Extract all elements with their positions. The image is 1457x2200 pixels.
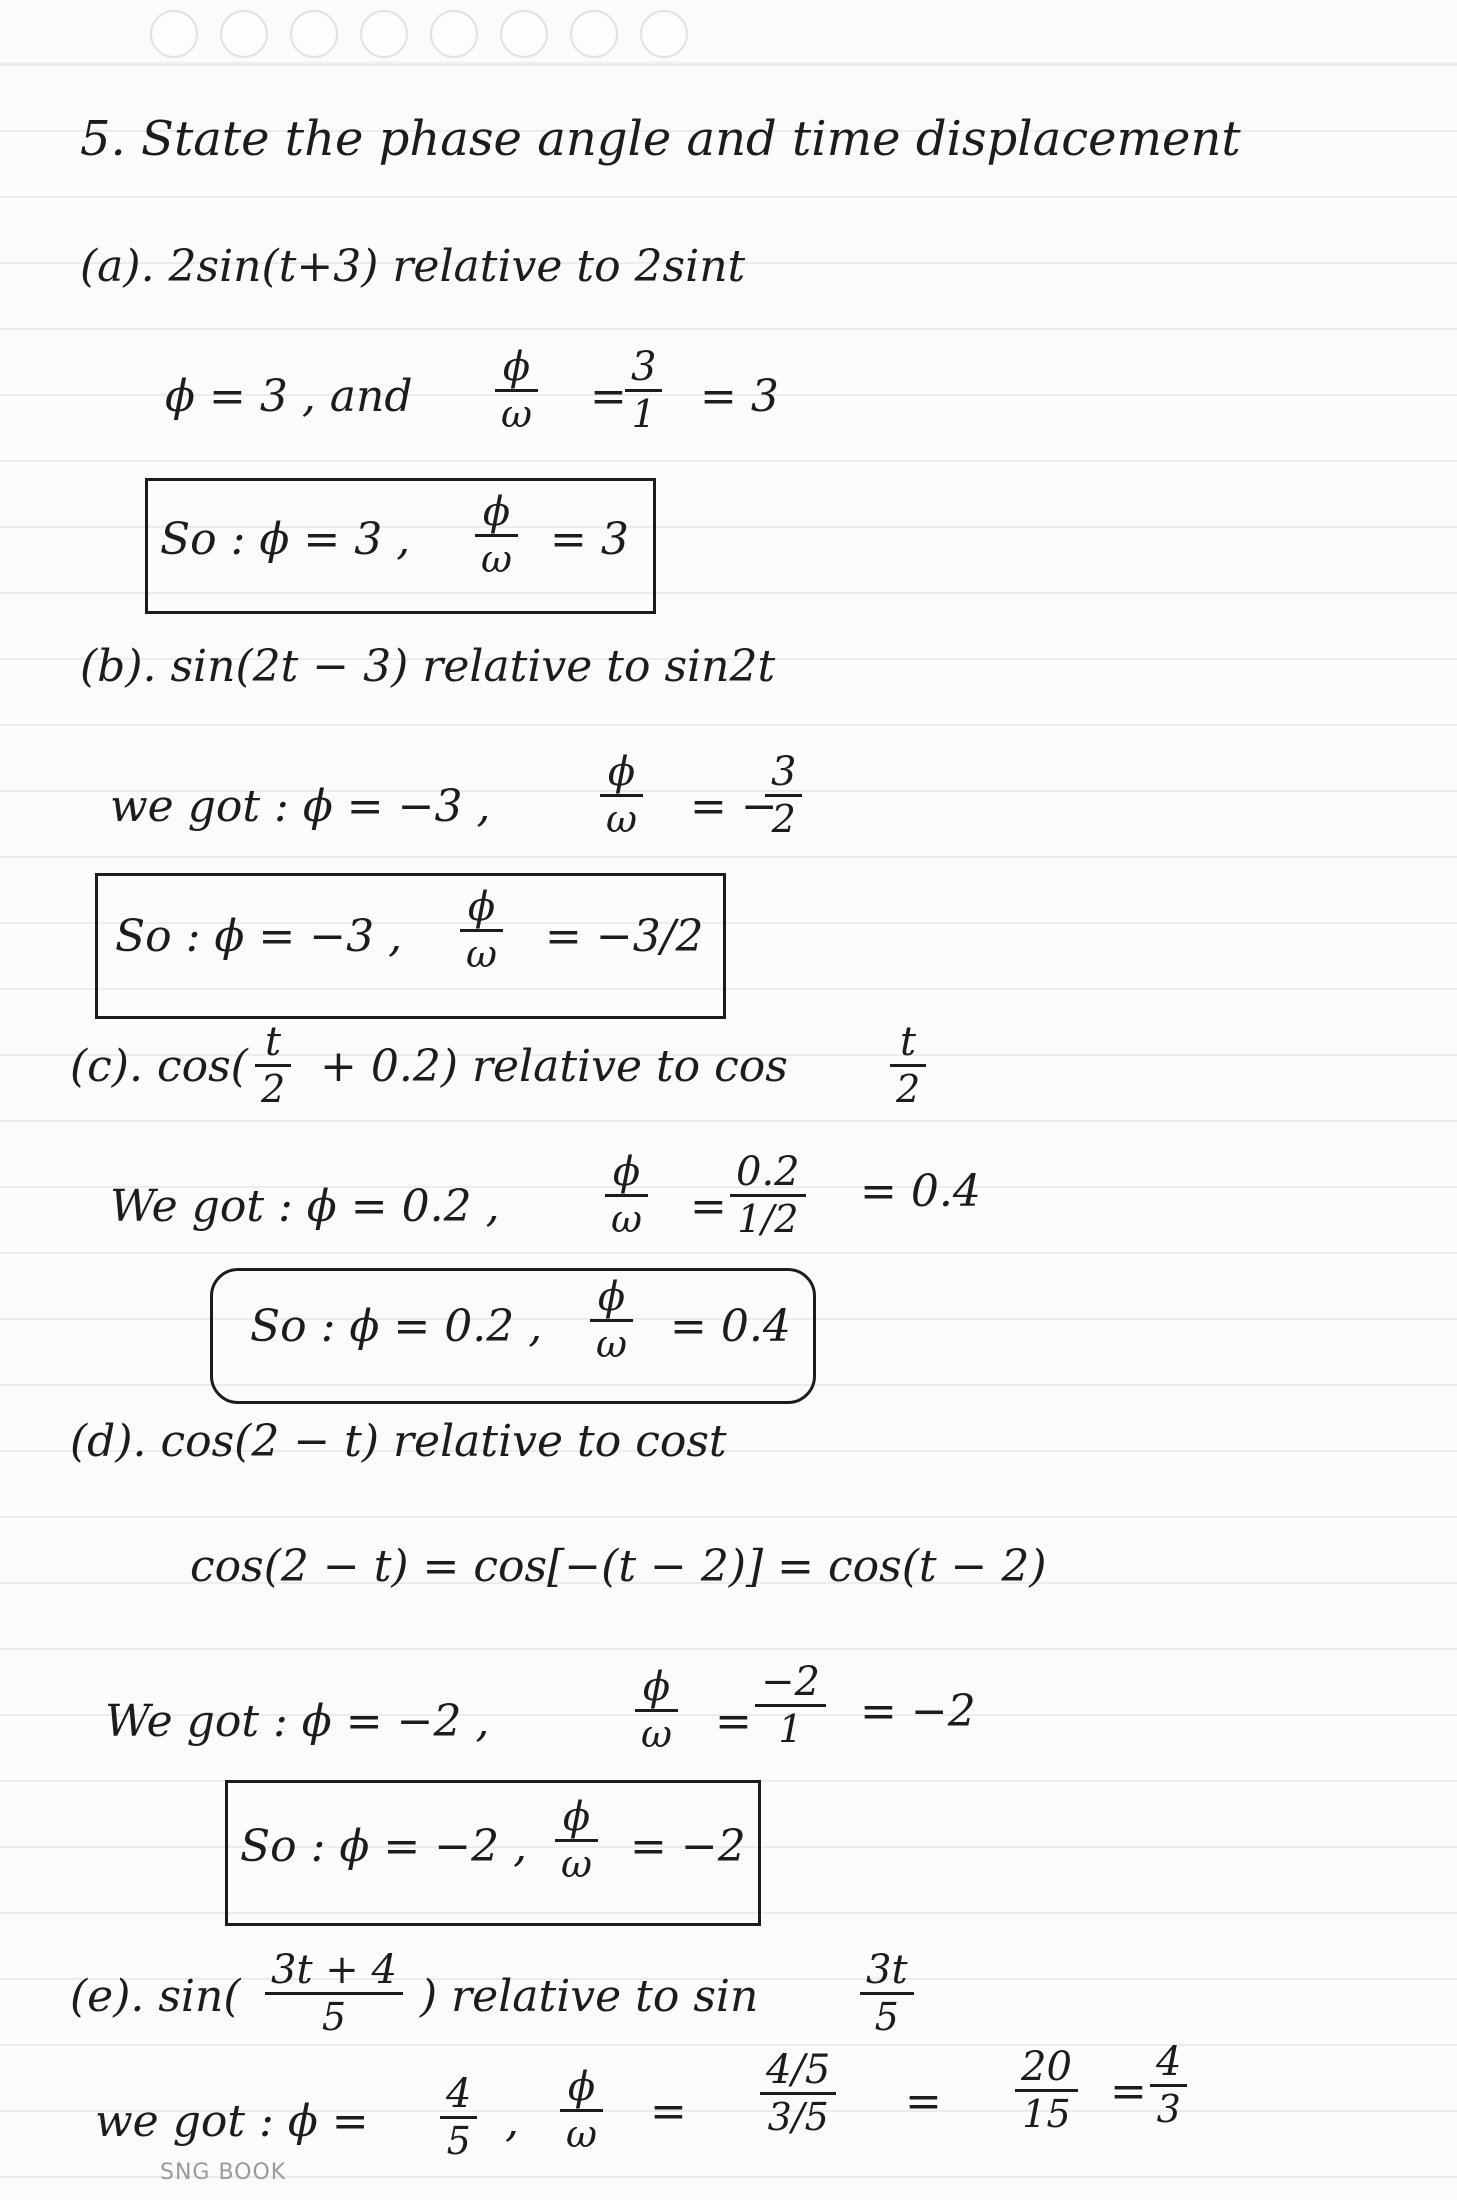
- notebook-brand: SNG BOOK: [160, 2160, 287, 2185]
- denominator: 1: [631, 392, 656, 436]
- part-c-fraction: [730, 1150, 806, 1243]
- part-c-so-result: = 0.4: [670, 1301, 791, 1352]
- omega: ω: [606, 797, 637, 841]
- part-a-fraction: [625, 345, 662, 438]
- part-c-result: = 0.4: [860, 1166, 981, 1217]
- phi: ϕ: [495, 345, 538, 392]
- hole-icon: [220, 10, 268, 58]
- hole-icon: [430, 10, 478, 58]
- hole-icon: [570, 10, 618, 58]
- part-e-fraction-3: [1150, 2040, 1187, 2133]
- part-b-eq: = −: [690, 781, 778, 832]
- part-c-cos-t-over-2: [890, 1020, 926, 1113]
- part-d-phi-over-omega: [635, 1665, 678, 1758]
- part-a-line1: ϕ = 3 , and: [165, 371, 413, 422]
- part-c-phi-over-omega: [605, 1150, 648, 1243]
- phi: ϕ: [605, 1150, 648, 1197]
- part-e-label-mid: ) relative to sin: [420, 1971, 759, 2022]
- hole-icon: [640, 10, 688, 58]
- hole-icon: [150, 10, 198, 58]
- part-d-identity: cos(2 − t) = cos[−(t − 2)] = cos(t − 2): [190, 1541, 1047, 1592]
- hole-icon: [290, 10, 338, 58]
- part-c-line1: We got : ϕ = 0.2 ,: [110, 1181, 500, 1232]
- part-e-eq2: =: [905, 2076, 942, 2127]
- part-c-label-mid: + 0.2) relative to cos: [320, 1041, 788, 1092]
- numerator: −2: [755, 1660, 826, 1707]
- denominator: 2: [896, 1067, 921, 1111]
- denominator: 5: [321, 1995, 347, 2039]
- part-a-label: (a). 2sin(t+3) relative to 2sint: [80, 241, 746, 292]
- numerator: 3t + 4: [265, 1948, 403, 1995]
- omega: ω: [561, 1842, 592, 1886]
- phi: ϕ: [590, 1275, 633, 1322]
- denominator: 15: [1022, 2092, 1071, 2136]
- part-d-result: = −2: [860, 1686, 976, 1737]
- omega: ω: [566, 2112, 597, 2156]
- numerator: 3t: [860, 1948, 914, 1995]
- part-a-eq: =: [590, 371, 627, 422]
- part-d-so: So : ϕ = −2 ,: [240, 1821, 528, 1872]
- phi: ϕ: [460, 885, 503, 932]
- part-d-eq: =: [715, 1696, 752, 1747]
- part-e-fraction-1: [760, 2048, 836, 2141]
- denominator: 2: [771, 797, 796, 841]
- part-c-label-pre: (c). cos(: [70, 1041, 248, 1092]
- numerator: 4: [440, 2072, 477, 2119]
- hole-icon: [360, 10, 408, 58]
- top-margin-line: [0, 62, 1457, 64]
- phi: ϕ: [600, 750, 643, 797]
- denominator: 1: [778, 1707, 803, 1751]
- part-c-so-phi-over-omega: [590, 1275, 633, 1368]
- part-d-line1: We got : ϕ = −2 ,: [105, 1696, 490, 1747]
- part-e-arg-fraction: [265, 1948, 403, 2041]
- phi: ϕ: [555, 1795, 598, 1842]
- part-a-phi-over-omega: [495, 345, 538, 438]
- numerator: 3: [625, 345, 662, 392]
- part-a-so: So : ϕ = 3 ,: [160, 514, 411, 565]
- part-a-so-phi-over-omega: [475, 490, 518, 583]
- part-d-so-result: = −2: [630, 1821, 746, 1872]
- part-c-t-over-2: [255, 1020, 291, 1113]
- omega: ω: [466, 932, 497, 976]
- part-b-so: So : ϕ = −3 ,: [115, 911, 403, 962]
- phi: ϕ: [475, 490, 518, 537]
- part-e-fraction-2: [1015, 2045, 1078, 2138]
- part-c-so: So : ϕ = 0.2 ,: [250, 1301, 543, 1352]
- denominator: 5: [874, 1995, 899, 2039]
- part-b-line1: we got : ϕ = −3 ,: [110, 781, 491, 832]
- omega: ω: [641, 1712, 672, 1756]
- numerator: 20: [1015, 2045, 1078, 2092]
- part-e-phi-fraction: [440, 2072, 477, 2165]
- omega: ω: [596, 1322, 627, 1366]
- numerator: 4: [1150, 2040, 1187, 2087]
- phi: ϕ: [635, 1665, 678, 1712]
- part-b-phi-over-omega: [600, 750, 643, 843]
- part-c-eq: =: [690, 1181, 727, 1232]
- numerator: 4/5: [760, 2048, 836, 2095]
- part-b-so-result: = −3/2: [545, 911, 704, 962]
- numerator: 3: [765, 750, 802, 797]
- part-d-fraction: [755, 1660, 826, 1753]
- part-e-sin-arg-fraction: [860, 1948, 914, 2041]
- part-b-fraction: [765, 750, 802, 843]
- denominator: 5: [446, 2119, 471, 2163]
- part-a-result: = 3: [700, 371, 779, 422]
- numerator: 0.2: [730, 1150, 806, 1197]
- question-title: 5. State the phase angle and time displacement: [80, 111, 1241, 167]
- hole-icon: [500, 10, 548, 58]
- omega: ω: [481, 537, 512, 581]
- part-a-so-result: = 3: [550, 514, 629, 565]
- part-e-line1: we got : ϕ =: [95, 2096, 369, 2147]
- part-d-label: (d). cos(2 − t) relative to cost: [70, 1416, 727, 1467]
- part-e-label-pre: (e). sin(: [70, 1971, 241, 2022]
- denominator: 3/5: [767, 2095, 829, 2139]
- part-e-eq: =: [650, 2086, 687, 2137]
- part-b-label: (b). sin(2t − 3) relative to sin2t: [80, 641, 776, 692]
- omega: ω: [501, 392, 532, 436]
- numerator: t: [890, 1020, 926, 1067]
- part-b-so-phi-over-omega: [460, 885, 503, 978]
- denominator: 1/2: [737, 1197, 799, 1241]
- part-e-comma: ,: [505, 2096, 519, 2147]
- part-e-eq3: =: [1110, 2066, 1147, 2117]
- part-e-phi-over-omega: [560, 2065, 603, 2158]
- part-d-so-phi-over-omega: [555, 1795, 598, 1888]
- numerator: t: [255, 1020, 291, 1067]
- omega: ω: [611, 1197, 642, 1241]
- denominator: 2: [261, 1067, 286, 1111]
- denominator: 3: [1156, 2087, 1181, 2131]
- phi: ϕ: [560, 2065, 603, 2112]
